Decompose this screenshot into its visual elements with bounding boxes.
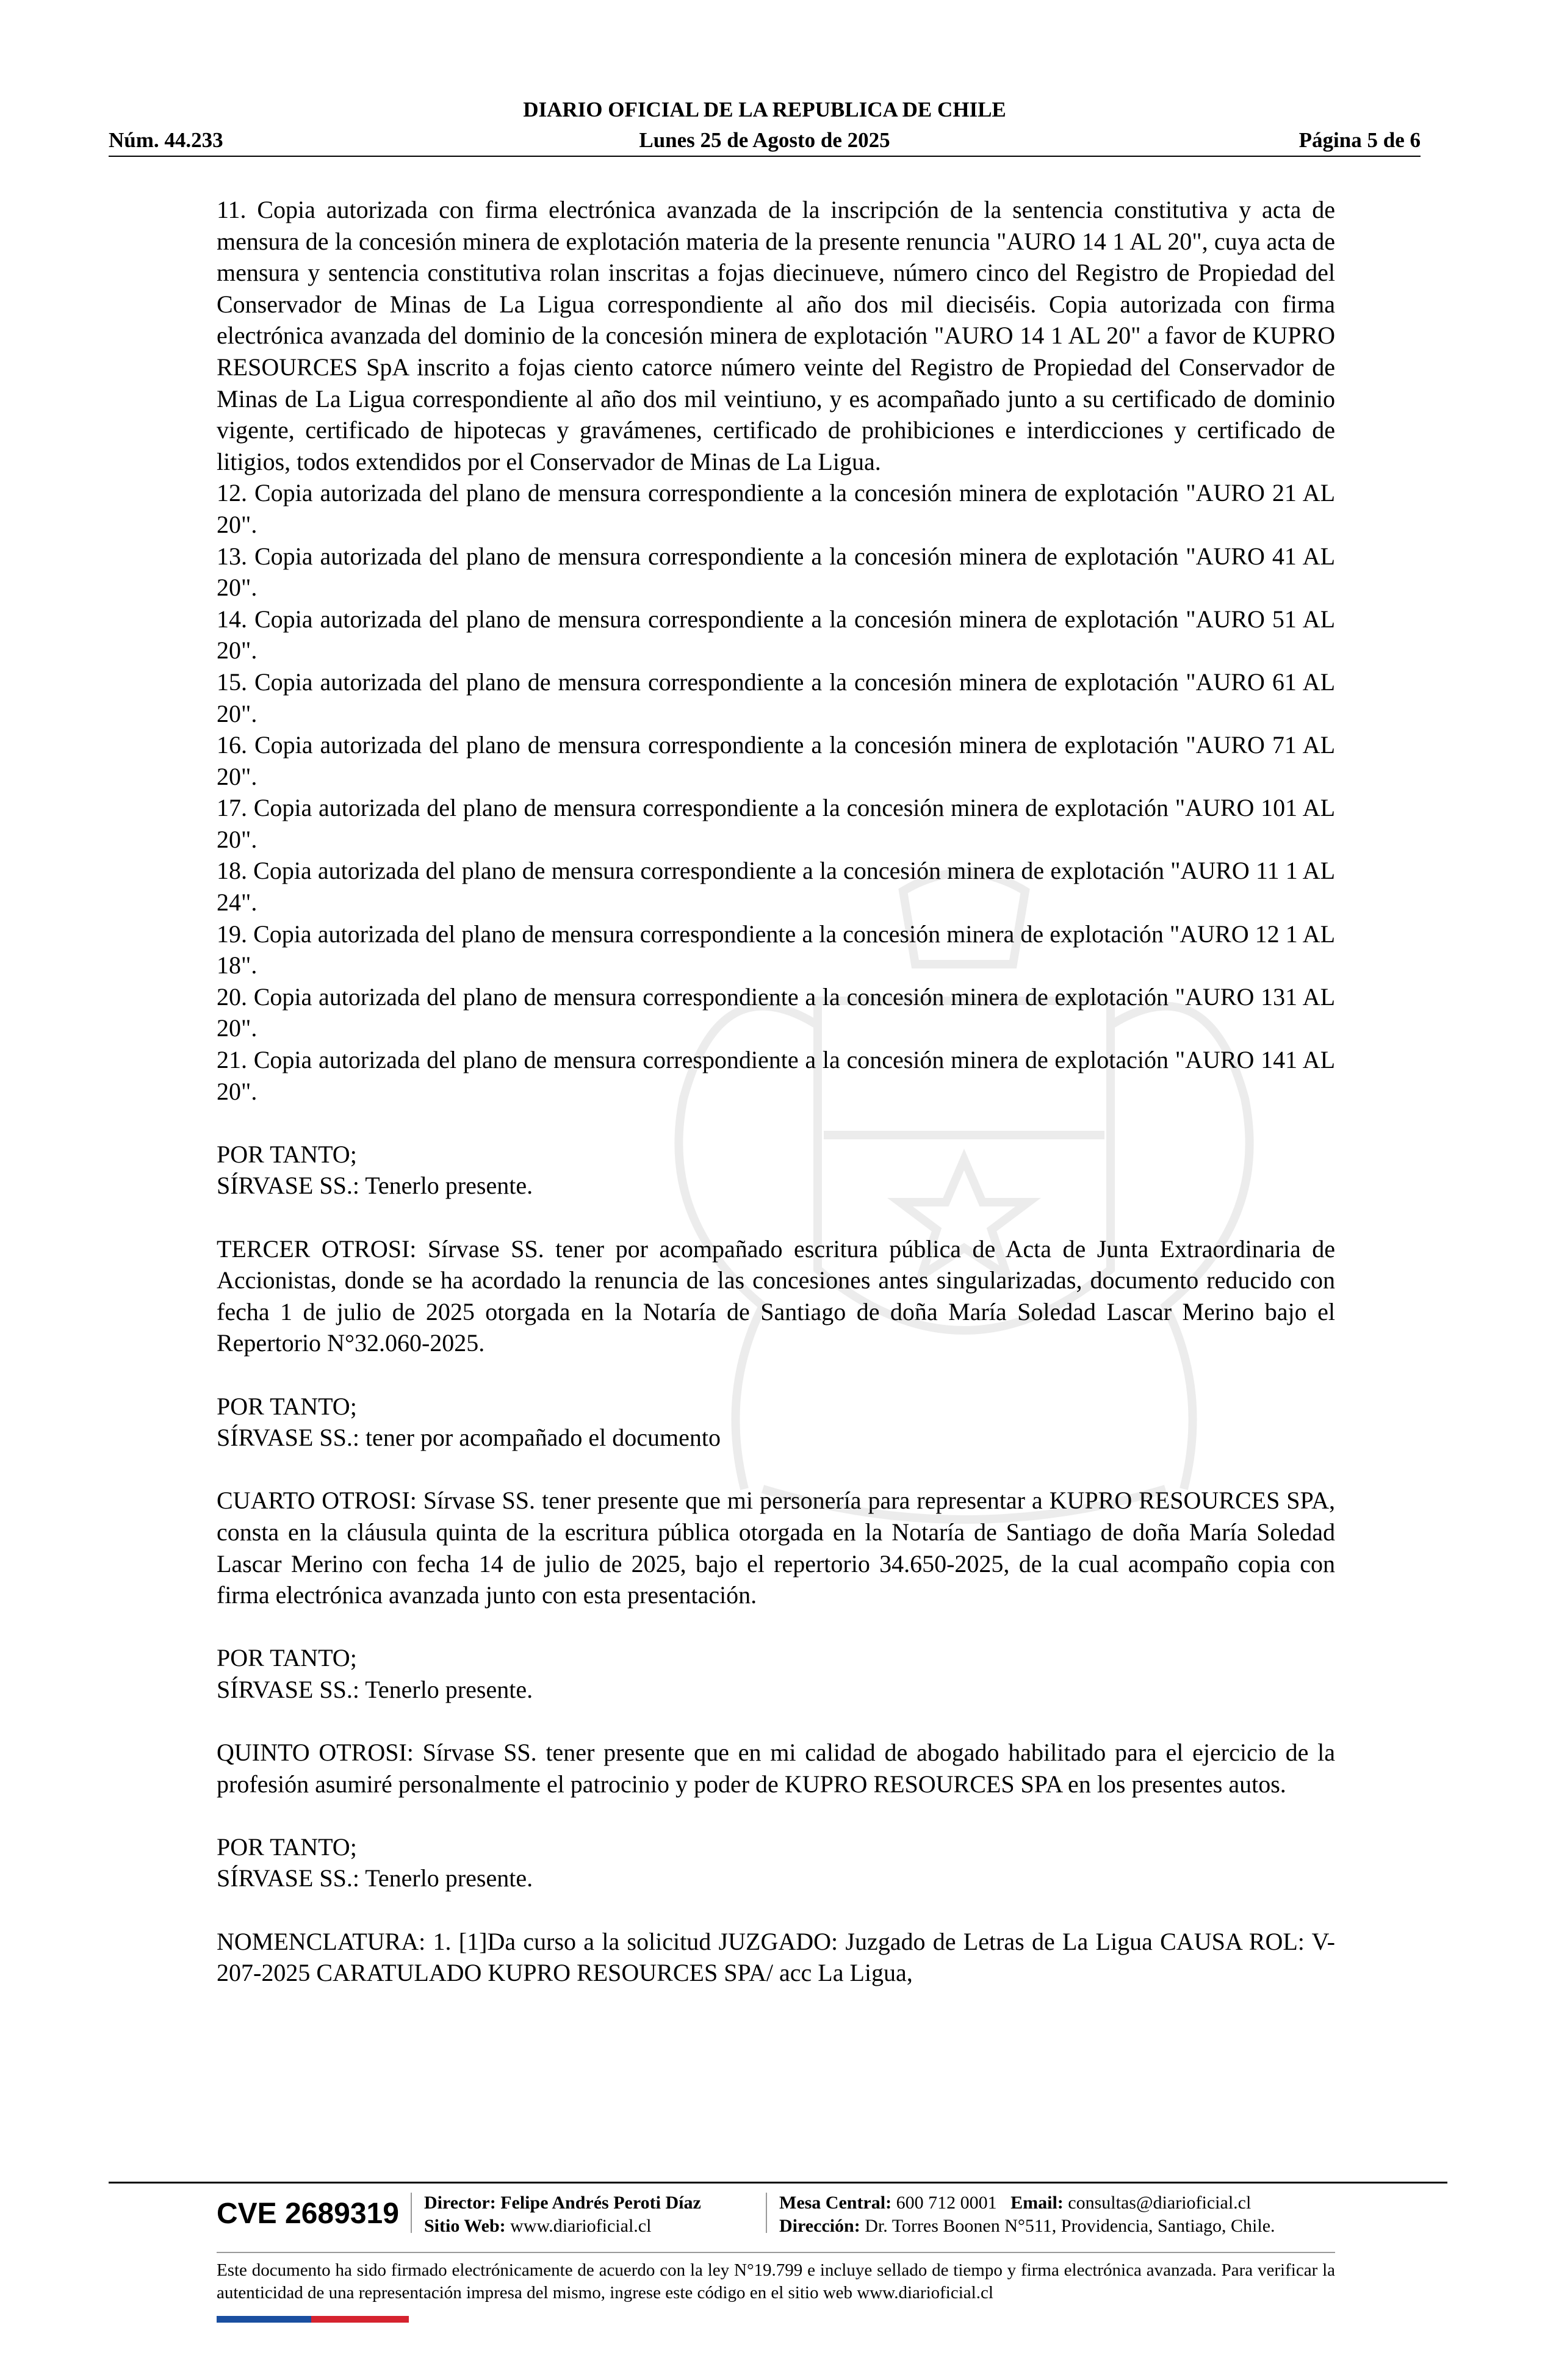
nomenclatura: NOMENCLATURA: 1. [1]Da curso a la solicitud JUZGADO: Juzgado de Letras de La Ligua CAUSA ROL: V-207-2025 CARATULADO KUPRO RESOURCES SPA/ acc La Ligua, [217,1927,1335,1987]
list-item: 17. Copia autorizada del plano de mensura correspondiente a la concesión minera de explotación "AURO 101 AL 20". [217,794,1335,853]
website-link[interactable]: www.diarioficial.cl [510,2216,652,2236]
footer-contact-block: Mesa Central: 600 712 0001 Email: consultas@diarioficial.cl Dirección: Dr. Torres Boonen N°511, Providencia, Santiago, Chile. [779,2193,1275,2236]
cve-code: CVE 2689319 [217,2198,399,2230]
document-body [217,194,1335,1989]
list-item: 19. Copia autorizada del plano de mensura correspondiente a la concesión minera de explotación "AURO 12 1 AL 18". [217,920,1335,979]
director-name: Felipe Andrés Peroti Díaz [500,2193,701,2213]
list-item: 15. Copia autorizada del plano de mensura correspondiente a la concesión minera de explotación "AURO 61 AL 20". [217,668,1335,727]
sirvase-line: SÍRVASE SS.: Tenerlo presente. [217,1864,533,1892]
por-tanto: POR TANTO; [217,1392,357,1420]
por-tanto: POR TANTO; [217,1644,357,1672]
list-item: 20. Copia autorizada del plano de mensura correspondiente a la concesión minera de explotación "AURO 131 AL 20". [217,983,1335,1042]
newspaper-title: DIARIO OFICIAL DE LA REPUBLICA DE CHILE [523,98,1006,121]
list-item: 13. Copia autorizada del plano de mensura correspondiente a la concesión minera de explotación "AURO 41 AL 20". [217,542,1335,602]
sirvase-line: SÍRVASE SS.: tener por acompañado el documento [217,1424,721,1452]
quinto-otrosi: QUINTO OTROSI: Sírvase SS. tener presente que en mi calidad de abogado habilitado para el ejercicio de la profesión asumiré personalmente el patrocinio y poder de KUPRO RESOURCES SPA en los presentes autos. [217,1739,1335,1798]
email-link[interactable]: consultas@diarioficial.cl [1068,2193,1252,2213]
list-item: 18. Copia autorizada del plano de mensura correspondiente a la concesión minera de explotación "AURO 11 1 AL 24". [217,857,1335,917]
footer-divider [109,2182,1447,2183]
list-item: 14. Copia autorizada del plano de mensura correspondiente a la concesión minera de explotación "AURO 51 AL 20". [217,605,1335,665]
address: Dr. Torres Boonen N°511, Providencia, Santiago, Chile. [865,2216,1275,2236]
tercer-otrosi: TERCER OTROSI: Sírvase SS. tener por acompañado escritura pública de Acta de Junta Extraordinaria de Accionistas, donde se ha acordado la renuncia de las concesiones antes singularizadas, documento reducido con fecha 1 de julio de 2025 otorgada en la Notaría de Santiago de doña María Soledad Lascar Merino bajo el Repertorio N°32.060-2025. [217,1235,1335,1357]
cuarto-otrosi: CUARTO OTROSI: Sírvase SS. tener presente que mi personería para representar a KUPRO RESOURCES SPA, consta en la cláusula quinta de la escritura pública otorgada en la Notaría de Santiago de doña María Soledad Lascar Merino con fecha 14 de julio de 2025, bajo el repertorio 34.650-2025, de la cual acompaño copia con firma electrónica avanzada junto con esta presentación. [217,1487,1335,1609]
issue-date: Lunes 25 de Agosto de 2025 [639,128,890,152]
footer-director-block: Director: Felipe Andrés Peroti Díaz Sitio Web: www.diarioficial.cl [424,2193,701,2236]
list-item: 21. Copia autorizada del plano de mensura correspondiente a la concesión minera de explotación "AURO 141 AL 20". [217,1046,1335,1105]
page-header [109,95,1421,159]
page-footer [217,2188,1335,2243]
list-item: 16. Copia autorizada del plano de mensura correspondiente a la concesión minera de explotación "AURO 71 AL 20". [217,731,1335,790]
signature-disclaimer: Este documento ha sido firmado electrónicamente de acuerdo con la ley N°19.799 e incluye sellado de tiempo y firma electrónica avanzada. Para verificar la autenticidad de una representación impresa del mismo, ingrese este código en el sitio web www.diarioficial.cl [217,2260,1335,2302]
por-tanto: POR TANTO; [217,1140,357,1168]
list-item: 12. Copia autorizada del plano de mensura correspondiente a la concesión minera de explotación "AURO 21 AL 20". [217,479,1335,538]
sirvase-line: SÍRVASE SS.: Tenerlo presente. [217,1172,533,1200]
list-item: 11. Copia autorizada con firma electrónica avanzada de la inscripción de la sentencia constitutiva y acta de mensura de la concesión minera de explotación materia de la presente renuncia "AURO 14 1 AL 20", cuya acta de mensura y sentencia constitutiva rolan inscritas a fojas diecinueve, número cinco del Registro de Propiedad del Conservador de Minas de La Ligua correspondiente al año dos mil dieciséis. Copia autorizada con firma electrónica avanzada del dominio de la concesión minera de explotación "AURO 14 1 AL 20" a favor de KUPRO RESOURCES SpA inscrito a fojas ciento catorce número veinte del Registro de Propiedad del Conservador de Minas de La Ligua correspondiente al año dos mil veintiuno, y es acompañado junto a su certificado de dominio vigente, certificado de hipotecas y gravámenes, certificado de prohibiciones e interdicciones y certificado de litigios, todos extendidos por el Conservador de Minas de La Ligua. [217,196,1335,475]
header-divider [109,156,1421,157]
footer-thin-divider [217,2252,1335,2253]
por-tanto: POR TANTO; [217,1833,357,1861]
flag-stripe [217,2316,409,2323]
sirvase-line: SÍRVASE SS.: Tenerlo presente. [217,1675,533,1703]
page-number: Página 5 de 6 [1298,128,1421,152]
phone-number: 600 712 0001 [896,2193,997,2213]
issue-number: Núm. 44.233 [109,128,223,152]
